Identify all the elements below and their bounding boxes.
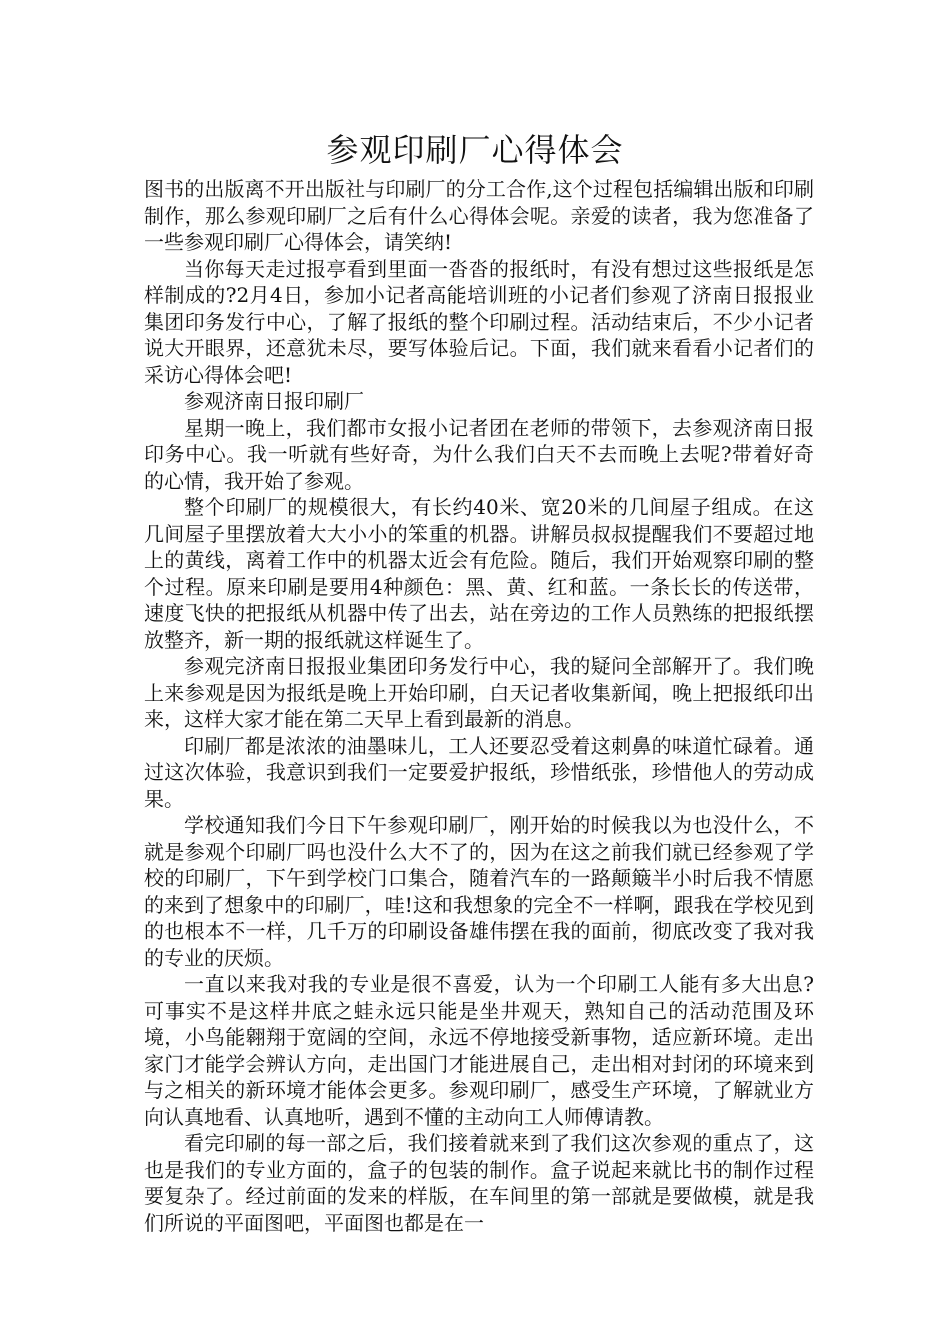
document-body: [144, 176, 814, 1236]
paragraph: 一直以来我对我的专业是很不喜爱，认为一个印刷工人能有多大出息?可事实不是这样井底之蛙永远只能是坐井观天，熟知自己的活动范围及环境，小鸟能翱翔于宽阔的空间，永远不停地接受新事物，适应新环境。走出家门才能学会辨认方向，走出国门才能进展自己，走出相对封闭的环境来到与之相关的新环境才能体会更多。参观印刷厂，感受生产环境，了解就业方向认真地看、认真地听，遇到不懂的主动向工人师傅请教。: [144, 972, 814, 1129]
paragraph: 印刷厂都是浓浓的油墨味儿，工人还要忍受着这刺鼻的味道忙碌着。通过这次体验，我意识到我们一定要爱护报纸，珍惜纸张，珍惜他人的劳动成果。: [144, 733, 814, 811]
paragraph: 图书的出版离不开出版社与印刷厂的分工合作,这个过程包括编辑出版和印刷制作，那么参观印刷厂之后有什么心得体会呢。亲爱的读者，我为您准备了一些参观印刷厂心得体会，请笑纳!: [144, 177, 814, 254]
section-heading: 参观济南日报印刷厂: [184, 389, 364, 413]
paragraph: 参观完济南日报报业集团印务发行中心，我的疑问全部解开了。我们晚上来参观是因为报纸是晚上开始印刷，白天记者收集新闻，晚上把报纸印出来，这样大家才能在第二天早上看到最新的消息。: [144, 654, 814, 731]
paragraph: 当你每天走过报亭看到里面一沓沓的报纸时，有没有想过这些报纸是怎样制成的?2月4日，参加小记者高能培训班的小记者们参观了济南日报报业集团印务发行中心，了解了报纸的整个印刷过程。活动结束后，不少小记者说大开眼界，还意犹未尽，要写体验后记。下面，我们就来看看小记者们的采访心得体会吧!: [144, 256, 814, 387]
paragraph: 看完印刷的每一部之后，我们接着就来到了我们这次参观的重点了，这也是我们的专业方面的，盒子的包装的制作。盒子说起来就比书的制作过程要复杂了。经过前面的发来的样版，在车间里的第一部就是要做模，就是我们所说的平面图吧，平面图也都是在一: [144, 1131, 814, 1235]
paragraph: 学校通知我们今日下午参观印刷厂，刚开始的时候我以为也没什么，不就是参观个印刷厂吗也没什么大不了的，因为在这之前我们就已经参观了学校的印刷厂，下午到学校门口集合，随着汽车的一路颠簸半小时后我不情愿的来到了想象中的印刷厂，哇!这和我想象的完全不一样啊，跟我在学校见到的也根本不一样，几千万的印刷设备雄伟摆在我的面前，彻底改变了我对我的专业的厌烦。: [144, 813, 814, 970]
paragraph: 整个印刷厂的规模很大，有长约40米、宽20米的几间屋子组成。在这几间屋子里摆放着大大小小的笨重的机器。讲解员叔叔提醒我们不要超过地上的黄线，离着工作中的机器太近会有危险。随后，我们开始观察印刷的整个过程。原来印刷是要用4种颜色：黑、黄、红和蓝。一条长长的传送带，速度飞快的把报纸从机器中传了出去，站在旁边的工作人员熟练的把报纸摆放整齐，新一期的报纸就这样诞生了。: [144, 495, 814, 652]
paragraph: 星期一晚上，我们都市女报小记者团在老师的带领下，去参观济南日报印务中心。我一听就有些好奇，为什么我们白天不去而晚上去呢?带着好奇的心情，我开始了参观。: [144, 415, 814, 493]
document-title: 参观印刷厂心得体会: [326, 131, 624, 169]
